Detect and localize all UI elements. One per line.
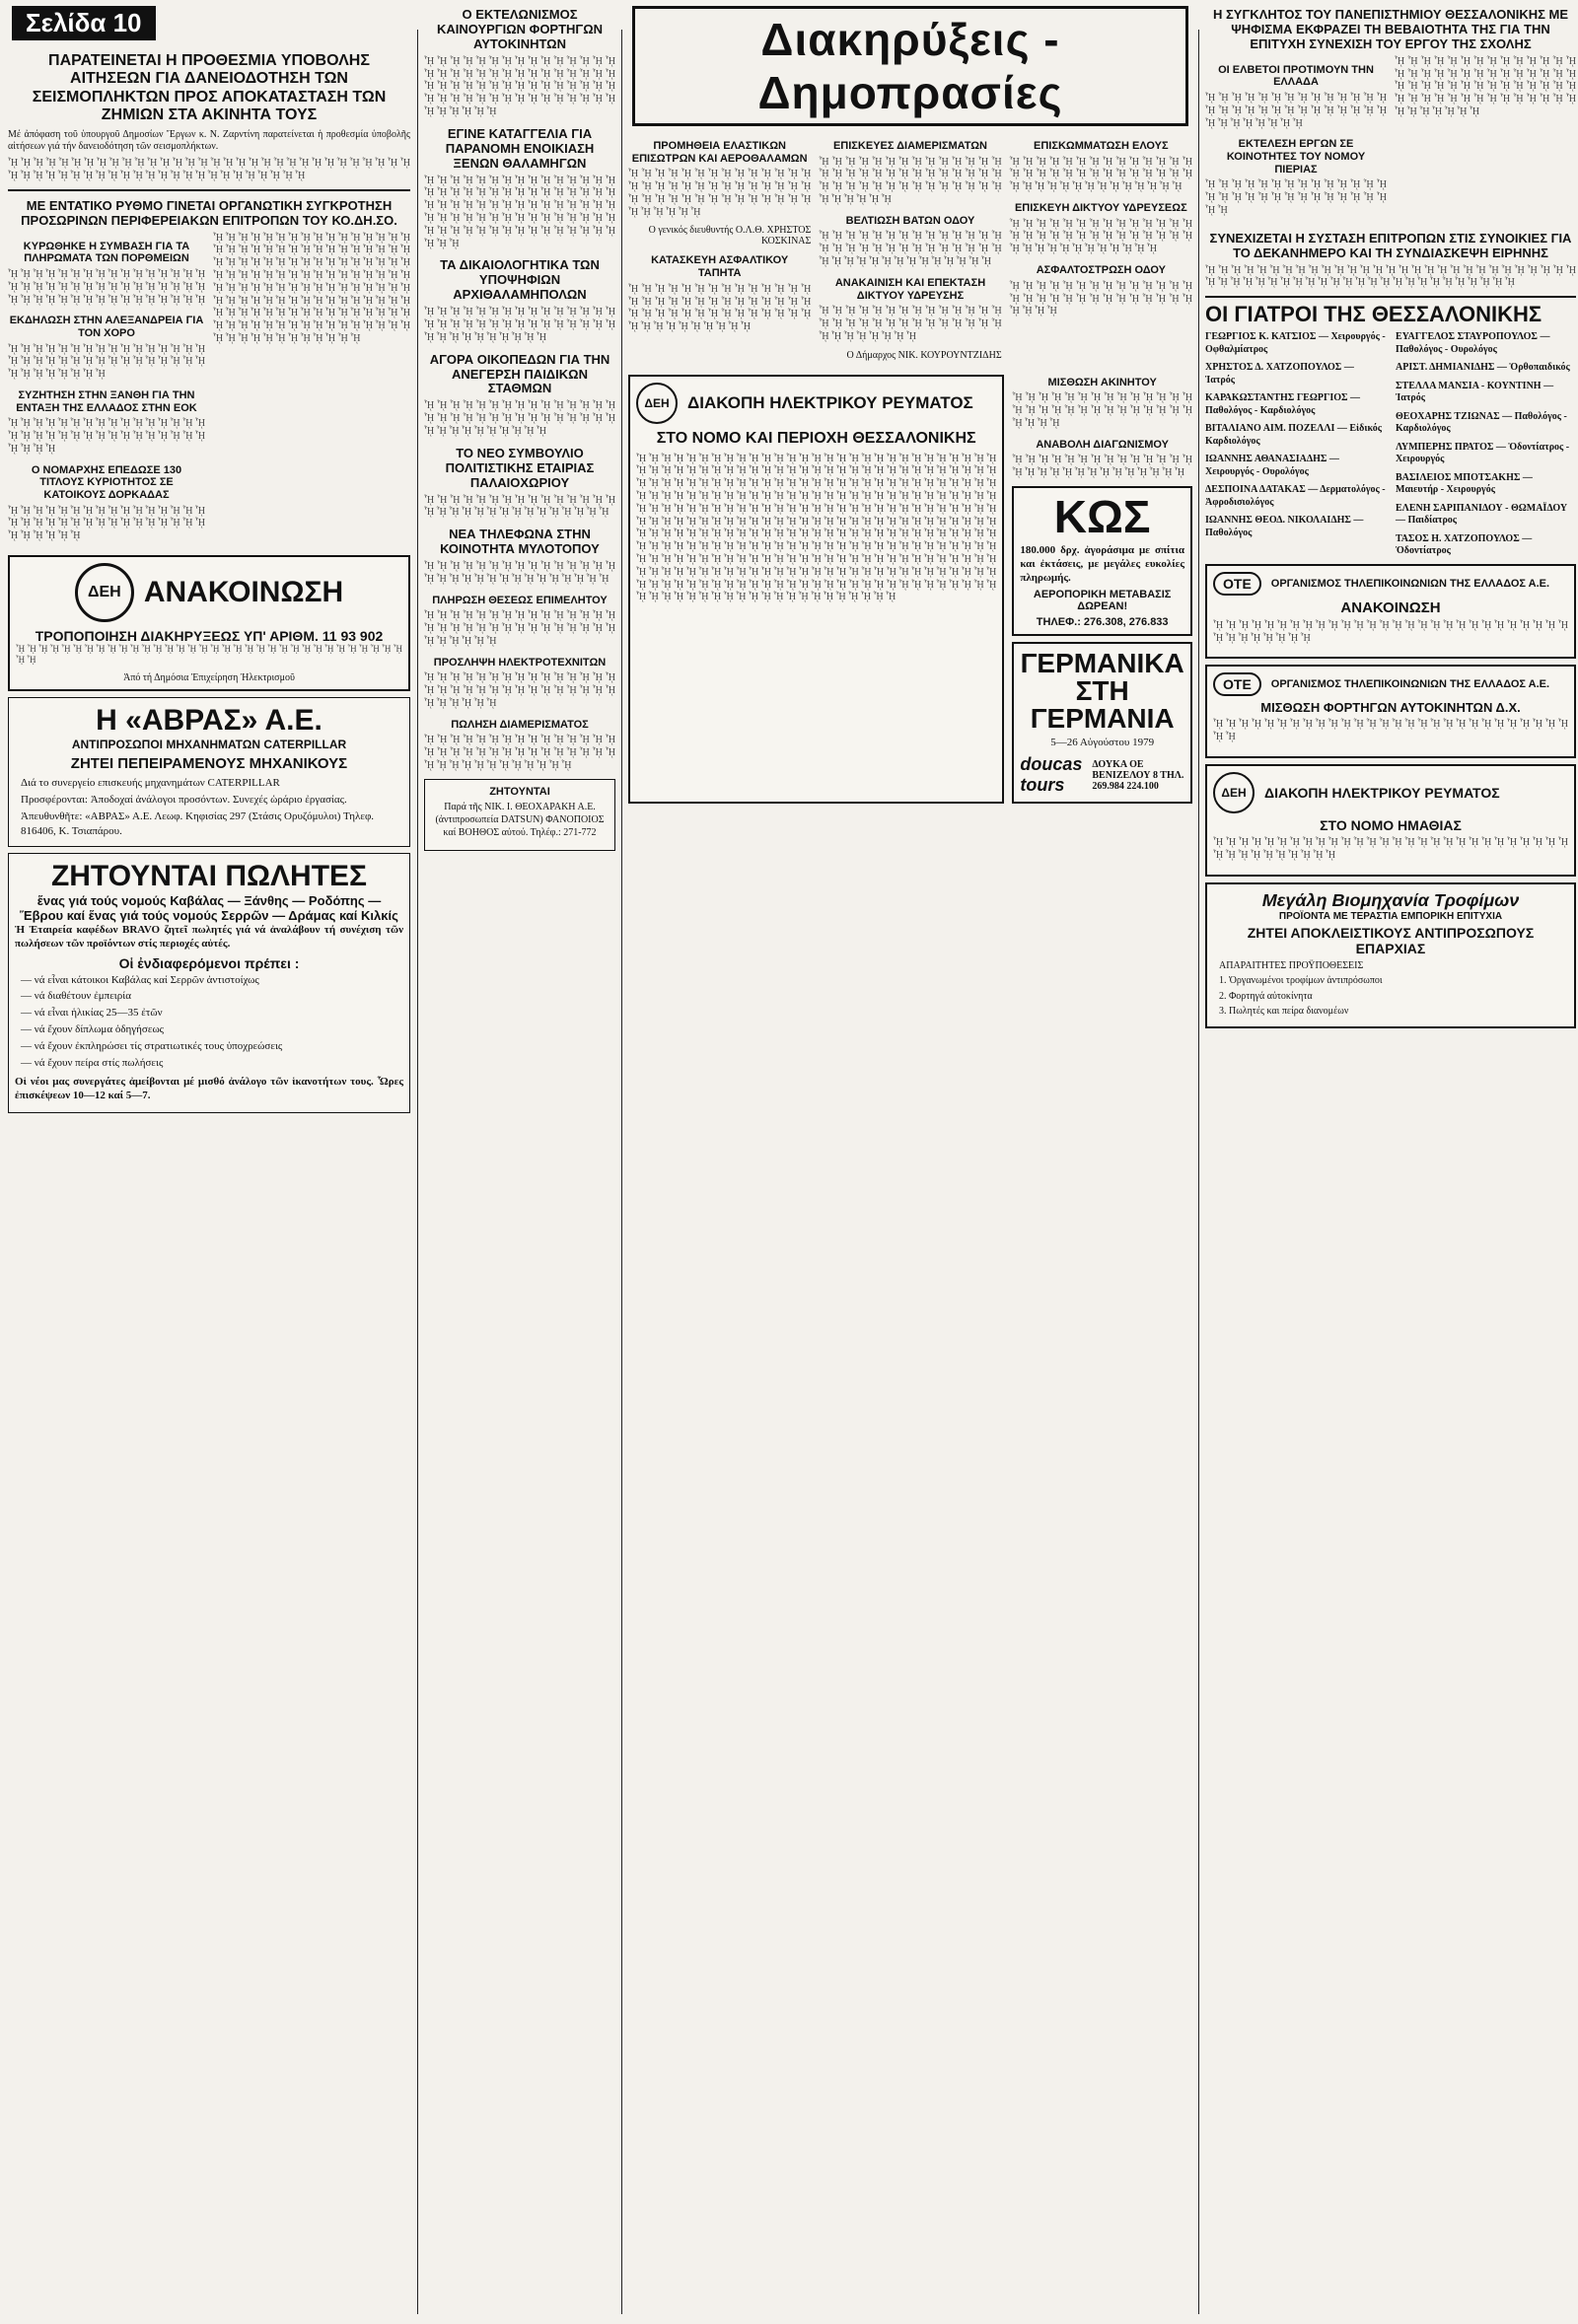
- deh-outage-header: [636, 383, 996, 424]
- subhead-xanthi: ΣΥΖΗΤΗΣΗ ΣΤΗΝ ΞΑΝΘΗ ΓΙΑ ΤΗΝ ΕΝΤΑΞΗ ΤΗΣ ΕΛΛΑΔΟΣ ΣΤΗΝ ΕΟΚ: [16, 388, 197, 414]
- food-ad-title: Μεγάλη Βιομηχανία Τροφίμων: [1261, 889, 1520, 910]
- deh-outage-notice: [628, 375, 1004, 805]
- wanted-ad-text: Παρά τῆς ΝΙΚ. Ι. ΘΕΟΧΑΡΑΚΗ Α.Ε. (ἀντιπροσωπεία DATSUN) ΦΑΝΟΠΟΙΟΣ καί ΒΟΗΘΟΣ αὐτού. Τηλέφ.: 271-772: [435, 802, 605, 838]
- notice-heading: ΕΠΙΣΚΩΜΜΑΤΩΣΗ ΕΛΟΥΣ: [1034, 140, 1169, 152]
- ote-logo-icon: ΟΤΕ: [1213, 572, 1261, 596]
- headline-trucks: Ο ΕΚΤΕΛΩΝΙΣΜΟΣ ΚΑΙΝΟΥΡΓΙΩΝ ΦΟΡΤΗΓΩΝ ΑΥΤΟΚΙΝΗΤΩΝ: [436, 7, 604, 51]
- avras-ad-title: Η «ΑΒΡΑΣ» Α.Ε.: [96, 703, 323, 737]
- article-text-block: ᾞ ᾞ ᾞ ᾞ ᾞ ᾞ ᾞ ᾞ ᾞ ᾞ ᾞ ᾞ ᾞ ᾞ ᾞ ᾞ ᾞ ᾞ ᾞ ᾞ ᾞ ᾞ ᾞ ᾞ ᾞ ᾞ ᾞ ᾞ ᾞ ᾞ ᾞ ᾞ ᾞ ᾞ ᾞ ᾞ ᾞ ᾞ ᾞ ᾞ: [424, 307, 615, 343]
- deh-ad-title: ΑΝΑΚΟΙΝΩΣΗ: [143, 575, 344, 608]
- germany-ad-contact: ΔΟΥΚΑ ΟΕ ΒΕΝΙΖΕΛΟΥ 8 ΤΗΛ. 269.984 224.100: [1092, 758, 1184, 792]
- ote-org-name: ΟΡΓΑΝΙΣΜΟΣ ΤΗΛΕΠΙΚΟΙΝΩΝΙΩΝ ΤΗΣ ΕΛΛΑΔΟΣ Α.Ε.: [1270, 577, 1550, 590]
- doctor-name: ΑΡΙΣΤ. ΔΗΜΙΑΝΙΔΗΣ — Ὀρθοπαιδικός: [1396, 362, 1570, 374]
- headline-pieria: ΕΚΤΕΛΕΣΗ ΕΡΓΩΝ ΣΕ ΚΟΙΝΟΤΗΤΕΣ ΤΟΥ ΝΟΜΟΥ ΠΙΕΡΙΑΣ: [1226, 138, 1366, 176]
- article-text-block: ᾞ ᾞ ᾞ ᾞ ᾞ ᾞ ᾞ ᾞ ᾞ ᾞ ᾞ ᾞ ᾞ ᾞ ᾞ ᾞ ᾞ ᾞ ᾞ ᾞ ᾞ ᾞ ᾞ ᾞ ᾞ ᾞ ᾞ ᾞ ᾞ ᾞ ᾞ ᾞ ᾞ ᾞ ᾞ ᾞ ᾞ ᾞ ᾞ ᾞ ᾞ ᾞ ᾞ ᾞ ᾞ ᾞ ᾞ ᾞ: [8, 268, 205, 306]
- notice-heading: ΠΡΟΜΗΘΕΙΑ ΕΛΑΣΤΙΚΩΝ ΕΠΙΣΩΤΡΩΝ ΚΑΙ ΑΕΡΟΘΑΛΑΜΩΝ: [631, 140, 808, 165]
- doctor-entry: [1205, 362, 1386, 387]
- deh-logo-icon: ΔΕΗ: [636, 383, 678, 424]
- food-ad-line: ΑΠΑΡΑΙΤΗΤΕΣ ΠΡΟΫΠΟΘΕΣΕΙΣ: [1219, 959, 1364, 971]
- deh-outage-title: ΔΙΑΚΟΠΗ ΗΛΕΚΤΡΙΚΟΥ ΡΕΥΜΑΤΟΣ: [687, 392, 973, 412]
- notice-heading: ΑΝΑΒΟΛΗ ΔΙΑΓΩΝΙΣΜΟΥ: [1036, 438, 1169, 451]
- article-text-block: ᾞ ᾞ ᾞ ᾞ ᾞ ᾞ ᾞ ᾞ ᾞ ᾞ ᾞ ᾞ ᾞ ᾞ ᾞ ᾞ ᾞ ᾞ ᾞ ᾞ ᾞ ᾞ ᾞ ᾞ ᾞ ᾞ ᾞ ᾞ ᾞ ᾞ ᾞ ᾞ ᾞ ᾞ ᾞ ᾞ: [424, 610, 615, 647]
- germany-ad-brand: doucas tours: [1020, 754, 1083, 796]
- salesmen-ad-requirement: — νά ἔχουν ἐκπληρώσει τίς στρατιωτικές τους ὑποχρεώσεις: [21, 1039, 283, 1052]
- article-text-block: ᾞ ᾞ ᾞ ᾞ ᾞ ᾞ ᾞ ᾞ ᾞ ᾞ ᾞ ᾞ ᾞ ᾞ ᾞ ᾞ ᾞ ᾞ ᾞ ᾞ ᾞ ᾞ ᾞ ᾞ ᾞ ᾞ ᾞ ᾞ ᾞ ᾞ ᾞ ᾞ ᾞ ᾞ ᾞ ᾞ ᾞ ᾞ: [8, 505, 205, 542]
- deh-ad-subtitle: ΤΡΟΠΟΠΟΙΗΣΗ ΔΙΑΚΗΡΥΞΕΩΣ ΥΠ' ΑΡΙΘΜ. 11 93 902: [35, 627, 384, 644]
- section-masthead: Διακηρύξεις - Δημοπρασίες: [632, 6, 1188, 126]
- salesmen-ad-requirement: — νά εἶναι ἡλικίας 25—35 ἐτῶν: [21, 1007, 163, 1020]
- notice-text: ᾞ ᾞ ᾞ ᾞ ᾞ ᾞ ᾞ ᾞ ᾞ ᾞ ᾞ ᾞ ᾞ ᾞ ᾞ ᾞ ᾞ ᾞ ᾞ ᾞ ᾞ ᾞ ᾞ ᾞ ᾞ ᾞ ᾞ ᾞ ᾞ ᾞ ᾞ ᾞ: [1009, 280, 1192, 317]
- salesmen-ad-req-heading: Οἱ ἐνδιαφερόμενοι πρέπει :: [118, 954, 300, 971]
- article-text-block: ᾞ ᾞ ᾞ ᾞ ᾞ ᾞ ᾞ ᾞ ᾞ ᾞ ᾞ ᾞ ᾞ ᾞ ᾞ ᾞ ᾞ ᾞ ᾞ ᾞ ᾞ ᾞ ᾞ ᾞ ᾞ ᾞ ᾞ ᾞ ᾞ ᾞ ᾞ ᾞ ᾞ ᾞ ᾞ ᾞ ᾞ ᾞ ᾞ ᾞ: [424, 400, 615, 437]
- doctor-name: ΔΕΣΠΟΙΝΑ ΔΑΤΑΚΑΣ — Δερματολόγος - Ἀφροδισιολόγος: [1205, 484, 1386, 508]
- doctor-entry: [1396, 442, 1576, 466]
- notice-heading: ΒΕΛΤΙΩΣΗ ΒΑΤΩΝ ΟΔΟΥ: [845, 214, 975, 227]
- notice-signature: Ο Δήμαρχος ΝΙΚ. ΚΟΥΡΟΥΝΤΖΙΔΗΣ: [846, 349, 1002, 361]
- food-ad-line: 1. Ὀργανωμένοι τροφίμων ἀντιπρόσωποι: [1219, 975, 1383, 987]
- ote-text: ᾞ ᾞ ᾞ ᾞ ᾞ ᾞ ᾞ ᾞ ᾞ ᾞ ᾞ ᾞ ᾞ ᾞ ᾞ ᾞ ᾞ ᾞ ᾞ ᾞ ᾞ ᾞ ᾞ ᾞ ᾞ ᾞ ᾞ ᾞ ᾞ ᾞ ᾞ ᾞ ᾞ ᾞ ᾞ ᾞ: [1213, 619, 1568, 644]
- deh-ad-signature: Ἀπό τή Δημόσια Ἐπιχείρηση Ἠλεκτρισμοῦ: [123, 671, 295, 683]
- headline-kodiso: ΜΕ ΕΝΤΑΤΙΚΟ ΡΥΘΜΟ ΓΙΝΕΤΑΙ ΟΡΓΑΝΩΤΙΚΗ ΣΥΓΚΡΟΤΗΣΗ ΠΡΟΣΩΡΙΝΩΝ ΠΕΡΙΦΕΡΕΙΑΚΩΝ ΕΠΙΤΡΟΠΩΝ ΤΟΥ ΚΟ.ΔΗ.ΣΟ.: [21, 197, 397, 228]
- headline-yachts: ΕΓΙΝΕ ΚΑΤΑΓΓΕΛΙΑ ΓΙΑ ΠΑΡΑΝΟΜΗ ΕΝΟΙΚΙΑΣΗ ΞΕΝΩΝ ΘΑΛΑΜΗΓΩΝ: [445, 125, 595, 171]
- doctor-entry: [1205, 515, 1386, 539]
- article-text-block: ᾞ ᾞ ᾞ ᾞ ᾞ ᾞ ᾞ ᾞ ᾞ ᾞ ᾞ ᾞ ᾞ ᾞ ᾞ ᾞ ᾞ ᾞ ᾞ ᾞ ᾞ ᾞ ᾞ ᾞ ᾞ ᾞ ᾞ ᾞ ᾞ ᾞ ᾞ ᾞ ᾞ ᾞ ᾞ ᾞ: [424, 672, 615, 709]
- doctor-name: ΕΥΑΓΓΕΛΟΣ ΣΤΑΥΡΟΠΟΥΛΟΣ — Παθολόγος - Ουρολόγος: [1396, 331, 1550, 355]
- salesmen-ad-requirement: — νά διαθέτουν ἐμπειρία: [21, 990, 131, 1003]
- article-text-block: ᾞ ᾞ ᾞ ᾞ ᾞ ᾞ ᾞ ᾞ ᾞ ᾞ ᾞ ᾞ ᾞ ᾞ ᾞ ᾞ ᾞ ᾞ ᾞ ᾞ ᾞ ᾞ ᾞ ᾞ ᾞ ᾞ ᾞ ᾞ ᾞ ᾞ: [1205, 179, 1387, 216]
- notice-heading: ΕΠΙΣΚΕΥΗ ΔΙΚΤΥΟΥ ΥΔΡΕΥΣΕΩΣ: [1014, 202, 1187, 215]
- subhead-alexandreia: ΕΚΔΗΛΩΣΗ ΣΤΗΝ ΑΛΕΞΑΝΔΡΕΙΑ ΓΙΑ ΤΟΝ ΧΟΡΟ: [9, 315, 204, 339]
- notice-heading: ΑΣΦΑΛΤΟΣΤΡΩΣΗ ΟΔΟΥ: [1036, 264, 1166, 277]
- notice-text: ᾞ ᾞ ᾞ ᾞ ᾞ ᾞ ᾞ ᾞ ᾞ ᾞ ᾞ ᾞ ᾞ ᾞ ᾞ ᾞ ᾞ ᾞ ᾞ ᾞ ᾞ ᾞ ᾞ ᾞ ᾞ ᾞ ᾞ ᾞ ᾞ ᾞ ᾞ ᾞ ᾞ ᾞ ᾞ ᾞ ᾞ ᾞ ᾞ ᾞ ᾞ ᾞ ᾞ ᾞ ᾞ ᾞ ᾞ ᾞ ᾞ ᾞ ᾞ ᾞ: [628, 283, 812, 333]
- wanted-ad-title: ΖΗΤΟΥΝΤΑΙ: [489, 785, 550, 798]
- ote-org-name: ΟΡΓΑΝΙΣΜΟΣ ΤΗΛΕΠΙΚΟΙΝΩΝΙΩΝ ΤΗΣ ΕΛΛΑΔΟΣ Α.Ε.: [1270, 678, 1550, 691]
- page-label: Σελίδα 10: [12, 6, 156, 40]
- right-subcol-b: [1395, 56, 1576, 224]
- doctor-entry: [1205, 423, 1386, 448]
- article-text-block: ᾞ ᾞ ᾞ ᾞ ᾞ ᾞ ᾞ ᾞ ᾞ ᾞ ᾞ ᾞ ᾞ ᾞ ᾞ ᾞ ᾞ ᾞ ᾞ ᾞ ᾞ ᾞ ᾞ ᾞ ᾞ ᾞ ᾞ ᾞ ᾞ ᾞ ᾞ ᾞ ᾞ ᾞ ᾞ ᾞ ᾞ ᾞ ᾞ ᾞ ᾞ ᾞ ᾞ ᾞ ᾞ ᾞ ᾞ ᾞ ᾞ ᾞ ᾞ ᾞ ᾞ ᾞ ᾞ ᾞ: [8, 158, 410, 181]
- notices-col-2: [819, 132, 1001, 369]
- kos-ad: [1012, 486, 1192, 636]
- column-rule: [621, 30, 622, 2314]
- headline-curator: ΠΛΗΡΩΣΗ ΘΕΣΕΩΣ ΕΠΙΜΕΛΗΤΟΥ: [432, 594, 608, 606]
- ote-rental-header: [1213, 672, 1568, 696]
- kos-ad-subtitle: ΑΕΡΟΠΟΡΙΚΗ ΜΕΤΑΒΑΣΙΣ ΔΩΡΕΑΝ!: [1033, 589, 1172, 613]
- salesmen-ad-footer: Οἱ νέοι μας συνεργάτες ἀμείβονται μέ μισθό ἀνάλογο τῶν ἱκανοτήτων τους. Ὧρες ἐπισκέψεων 10—12 καί 5—7.: [15, 1075, 403, 1101]
- divider: [8, 189, 410, 191]
- doctor-name: ΛΥΜΠΕΡΗΣ ΠΡΑΤΟΣ — Ὀδοντίατρος - Χειρουργός: [1396, 441, 1570, 465]
- headline-university: Η ΣΥΓΚΛΗΤΟΣ ΤΟΥ ΠΑΝΕΠΙΣΤΗΜΙΟΥ ΘΕΣΣΑΛΟΝΙΚΗΣ ΜΕ ΨΗΦΙΣΜΑ ΕΚΦΡΑΖΕΙ ΤΗ ΒΕΒΑΙΟΤΗΤΑ ΤΗΣ ΓΙΑ ΤΗΝ ΕΠΙΤΥΧΗ ΣΥΝΕΧΙΣΗ ΤΟΥ ΕΡΓΟΥ ΤΗΣ ΣΧΟΛΗΣ: [1212, 7, 1569, 51]
- article-text-block: ᾞ ᾞ ᾞ ᾞ ᾞ ᾞ ᾞ ᾞ ᾞ ᾞ ᾞ ᾞ ᾞ ᾞ ᾞ ᾞ ᾞ ᾞ ᾞ ᾞ ᾞ ᾞ ᾞ ᾞ ᾞ ᾞ ᾞ ᾞ ᾞ ᾞ ᾞ ᾞ ᾞ ᾞ ᾞ ᾞ ᾞ ᾞ ᾞ ᾞ: [8, 343, 205, 381]
- salesmen-ad-title: ΖΗΤΟΥΝΤΑΙ ΠΩΛΗΤΕΣ: [50, 860, 368, 893]
- article-text-block: ᾞ ᾞ ᾞ ᾞ ᾞ ᾞ ᾞ ᾞ ᾞ ᾞ ᾞ ᾞ ᾞ ᾞ ᾞ ᾞ ᾞ ᾞ ᾞ ᾞ ᾞ ᾞ ᾞ ᾞ ᾞ ᾞ ᾞ ᾞ ᾞ ᾞ ᾞ ᾞ ᾞ ᾞ ᾞ ᾞ ᾞ ᾞ ᾞ ᾞ ᾞ ᾞ ᾞ ᾞ ᾞ ᾞ ᾞ ᾞ ᾞ ᾞ ᾞ ᾞ ᾞ ᾞ ᾞ ᾞ ᾞ ᾞ ᾞ ᾞ ᾞ ᾞ ᾞ ᾞ ᾞ ᾞ ᾞ ᾞ ᾞ ᾞ ᾞ ᾞ ᾞ ᾞ ᾞ ᾞ ᾞ ᾞ ᾞ ᾞ ᾞ ᾞ ᾞ ᾞ ᾞ ᾞ ᾞ ᾞ ᾞ ᾞ ᾞ ᾞ ᾞ ᾞ ᾞ ᾞ ᾞ ᾞ ᾞ ᾞ ᾞ ᾞ ᾞ ᾞ ᾞ ᾞ ᾞ ᾞ ᾞ ᾞ ᾞ ᾞ ᾞ ᾞ ᾞ ᾞ ᾞ ᾞ ᾞ ᾞ ᾞ ᾞ ᾞ ᾞ ᾞ ᾞ ᾞ ᾞ ᾞ ᾞ ᾞ ᾞ ᾞ ᾞ ᾞ ᾞ ᾞ ᾞ ᾞ ᾞ: [213, 232, 410, 344]
- right-subcol-a: [1205, 56, 1387, 224]
- center-lower-right: [1012, 369, 1192, 810]
- doctor-entry: [1396, 533, 1576, 558]
- notice-heading: ΚΑΤΑΣΚΕΥΗ ΑΣΦΑΛΤΙΚΟΥ ΤΑΠΗΤΑ: [651, 254, 789, 280]
- salesmen-ad-requirement: — νά εἶναι κάτοικοι Καβάλας καί Σερρῶν ἀντιστοίχως: [21, 973, 259, 986]
- doctor-name: ΒΑΣΙΛΕΙΟΣ ΜΠΟΤΣΑΚΗΣ — Μαιευτήρ - Χειρουργός: [1396, 471, 1533, 496]
- doctor-name: ΙΩΑΝΝΗΣ ΑΘΑΝΑΣΙΑΔΗΣ — Χειρουργός - Ουρολόγος: [1205, 454, 1339, 477]
- right-two-col: [1205, 56, 1576, 224]
- doctor-entry: [1396, 503, 1576, 528]
- avras-ad-heading: ΖΗΤΕΙ ΠΕΠΕΙΡΑΜΕΝΟΥΣ ΜΗΧΑΝΙΚΟΥΣ: [70, 754, 348, 772]
- doctor-entry: [1205, 331, 1386, 356]
- notice-heading: ΑΝΑΚΑΙΝΙΣΗ ΚΑΙ ΕΠΕΚΤΑΣΗ ΔΙΚΤΥΟΥ ΥΔΡΕΥΣΗΣ: [834, 276, 986, 302]
- notice-text: ᾞ ᾞ ᾞ ᾞ ᾞ ᾞ ᾞ ᾞ ᾞ ᾞ ᾞ ᾞ ᾞ ᾞ ᾞ ᾞ ᾞ ᾞ ᾞ ᾞ ᾞ ᾞ ᾞ ᾞ ᾞ ᾞ ᾞ ᾞ ᾞ ᾞ ᾞ ᾞ ᾞ ᾞ ᾞ ᾞ ᾞ ᾞ ᾞ ᾞ: [1009, 218, 1192, 255]
- food-ad-line: 2. Φορτηγά αὐτοκίνητα: [1219, 990, 1313, 1002]
- doctor-name: ΧΡΗΣΤΟΣ Δ. ΧΑΤΖΟΠΟΥΛΟΣ — Ἰατρός: [1205, 362, 1354, 386]
- headline-supporting-docs: ΤΑ ΔΙΚΑΙΟΛΟΓΗΤΙΚΑ ΤΩΝ ΥΠΟΨΗΦΙΩΝ ΑΡΧΙΘΑΛΑΜΗΠΟΛΩΝ: [440, 257, 600, 303]
- second-column: [424, 0, 615, 2324]
- doctor-name: ΕΛΕΝΗ ΣΑΡΙΠΑΝΙΔΟΥ - ΘΩΜΑΪΔΟΥ — Παιδίατρος: [1396, 502, 1568, 527]
- subhead-dorkada: Ο ΝΟΜΑΡΧΗΣ ΕΠΕΔΩΣΕ 130 ΤΙΤΛΟΥΣ ΚΥΡΙΟΤΗΤΟΣ ΣΕ ΚΑΤΟΙΚΟΥΣ ΔΟΡΚΑΔΑΣ: [31, 463, 182, 501]
- food-industry-ad: [1205, 882, 1576, 1028]
- notice-text: ᾞ ᾞ ᾞ ᾞ ᾞ ᾞ ᾞ ᾞ ᾞ ᾞ ᾞ ᾞ ᾞ ᾞ ᾞ ᾞ ᾞ ᾞ ᾞ ᾞ ᾞ ᾞ ᾞ ᾞ ᾞ ᾞ ᾞ ᾞ: [1012, 455, 1192, 478]
- ote-announcement: [1205, 564, 1576, 660]
- ote-rental-notice: [1205, 665, 1576, 758]
- doctor-entry: [1205, 484, 1386, 509]
- doctor-entry: [1396, 331, 1576, 356]
- deh-ad-text: ᾞ ᾞ ᾞ ᾞ ᾞ ᾞ ᾞ ᾞ ᾞ ᾞ ᾞ ᾞ ᾞ ᾞ ᾞ ᾞ ᾞ ᾞ ᾞ ᾞ ᾞ ᾞ ᾞ ᾞ ᾞ ᾞ ᾞ ᾞ ᾞ ᾞ ᾞ ᾞ ᾞ ᾞ ᾞ ᾞ: [16, 643, 402, 666]
- notice-text: ᾞ ᾞ ᾞ ᾞ ᾞ ᾞ ᾞ ᾞ ᾞ ᾞ ᾞ ᾞ ᾞ ᾞ ᾞ ᾞ ᾞ ᾞ ᾞ ᾞ ᾞ ᾞ ᾞ ᾞ ᾞ ᾞ ᾞ ᾞ ᾞ ᾞ ᾞ ᾞ ᾞ ᾞ ᾞ ᾞ ᾞ ᾞ ᾞ ᾞ ᾞ ᾞ: [1009, 156, 1192, 193]
- article-text-block: ᾞ ᾞ ᾞ ᾞ ᾞ ᾞ ᾞ ᾞ ᾞ ᾞ ᾞ ᾞ ᾞ ᾞ ᾞ ᾞ ᾞ ᾞ ᾞ ᾞ ᾞ ᾞ ᾞ ᾞ ᾞ ᾞ ᾞ ᾞ ᾞ ᾞ ᾞ ᾞ ᾞ ᾞ ᾞ ᾞ ᾞ ᾞ ᾞ ᾞ ᾞ ᾞ ᾞ ᾞ ᾞ ᾞ ᾞ ᾞ ᾞ ᾞ ᾞ ᾞ ᾞ ᾞ ᾞ ᾞ ᾞ ᾞ ᾞ ᾞ ᾞ ᾞ ᾞ ᾞ ᾞ ᾞ ᾞ ᾞ ᾞ ᾞ ᾞ ᾞ ᾞ ᾞ ᾞ ᾞ ᾞ ᾞ: [424, 175, 615, 249]
- doctor-name: ΘΕΟΧΑΡΗΣ ΤΖΙΩΝΑΣ — Παθολόγος - Καρδιολόγος: [1396, 410, 1567, 435]
- doctor-entry: [1396, 381, 1576, 405]
- wanted-ad: [424, 779, 615, 851]
- deh-imathia-header: [1213, 772, 1568, 813]
- ote-header: [1213, 572, 1568, 596]
- notice-text: ᾞ ᾞ ᾞ ᾞ ᾞ ᾞ ᾞ ᾞ ᾞ ᾞ ᾞ ᾞ ᾞ ᾞ ᾞ ᾞ ᾞ ᾞ ᾞ ᾞ ᾞ ᾞ ᾞ ᾞ ᾞ ᾞ ᾞ ᾞ ᾞ ᾞ ᾞ ᾞ: [1012, 392, 1192, 429]
- ote-logo-icon: ΟΤΕ: [1213, 672, 1261, 696]
- germany-ad-dates: 5—26 Αὐγούστου 1979: [1050, 737, 1155, 749]
- avras-ad-subtitle: ΑΝΤΙΠΡΟΣΩΠΟΙ ΜΗΧΑΝΗΜΑΤΩΝ CATERPILLAR: [71, 737, 347, 751]
- doctor-name: ΒΙΤΑΛΙΑΝΟ ΑΙΜ. ΠΟΖΕΛΛΙ — Εἰδικός Καρδιολόγος: [1205, 423, 1382, 447]
- article-text-block: ᾞ ᾞ ᾞ ᾞ ᾞ ᾞ ᾞ ᾞ ᾞ ᾞ ᾞ ᾞ ᾞ ᾞ ᾞ ᾞ ᾞ ᾞ ᾞ ᾞ ᾞ ᾞ ᾞ ᾞ ᾞ ᾞ ᾞ ᾞ ᾞ ᾞ ᾞ ᾞ ᾞ ᾞ ᾞ ᾞ: [8, 418, 205, 455]
- avras-ad-line: Ἀπευθυνθῆτε: «ΑΒΡΑΣ» Α.Ε. Λεωφ. Κηφισίας 297 (Στάσις Ορυζόμυλοι) Τηλεφ. 816406, Κ. Τσιαπάρου.: [21, 810, 375, 837]
- center-lower: [628, 369, 1192, 810]
- deh-imathia-notice: [1205, 764, 1576, 877]
- ote-rental-text: ᾞ ᾞ ᾞ ᾞ ᾞ ᾞ ᾞ ᾞ ᾞ ᾞ ᾞ ᾞ ᾞ ᾞ ᾞ ᾞ ᾞ ᾞ ᾞ ᾞ ᾞ ᾞ ᾞ ᾞ ᾞ ᾞ ᾞ ᾞ ᾞ ᾞ: [1213, 719, 1568, 743]
- headline-committees: ΣΥΝΕΧΙΖΕΤΑΙ Η ΣΥΣΤΑΣΗ ΕΠΙΤΡΟΠΩΝ ΣΤΙΣ ΣΥΝΟΙΚΙΕΣ ΓΙΑ ΤΟ ΔΕΚΑΝΗΜΕΡΟ ΚΑΙ ΤΗ ΣΥΝΔΙΑΣΚΕΨΗ ΕΙΡΗΝΗΣ: [1209, 230, 1572, 260]
- doctor-name: ΚΑΡΑΚΩΣΤΑΝΤΗΣ ΓΕΩΡΓΙΟΣ — Παθολόγος - Καρδιολόγος: [1205, 392, 1361, 416]
- doctors-list: [1205, 331, 1576, 558]
- food-ad-subtitle: ΠΡΟΪΟΝΤΑ ΜΕ ΤΕΡΑΣΤΙΑ ΕΜΠΟΡΙΚΗ ΕΠΙΤΥΧΙΑ: [1278, 910, 1503, 922]
- salesmen-ad-intro: Ἡ Ἑταιρεία καφέδων BRAVO ζητεῖ πωλητές γιά νά ἀναλάβουν τή συνέχιση τῶν πωλήσεων τῶν προϊόντων στίς περιοχές αὐτές.: [15, 924, 403, 951]
- ote-announce-title: ΑΝΑΚΟΙΝΩΣΗ: [1340, 599, 1441, 616]
- notice-signature: Ο γενικός διευθυντής Ο.Λ.Θ. ΧΡΗΣΤΟΣ ΚΟΣΚΙΝΑΣ: [648, 225, 812, 247]
- deh-outage-subtitle: ΣΤΟ ΝΟΜΟ ΚΑΙ ΠΕΡΙΟΧΗ ΘΕΣΣΑΛΟΝΙΚΗΣ: [656, 429, 976, 447]
- article-text-block: ᾞ ᾞ ᾞ ᾞ ᾞ ᾞ ᾞ ᾞ ᾞ ᾞ ᾞ ᾞ ᾞ ᾞ ᾞ ᾞ ᾞ ᾞ ᾞ ᾞ ᾞ ᾞ ᾞ ᾞ ᾞ ᾞ ᾞ ᾞ ᾞ ᾞ: [424, 494, 615, 519]
- center-column: [628, 0, 1192, 2324]
- notice-text: ᾞ ᾞ ᾞ ᾞ ᾞ ᾞ ᾞ ᾞ ᾞ ᾞ ᾞ ᾞ ᾞ ᾞ ᾞ ᾞ ᾞ ᾞ ᾞ ᾞ ᾞ ᾞ ᾞ ᾞ ᾞ ᾞ ᾞ ᾞ ᾞ ᾞ ᾞ ᾞ ᾞ ᾞ ᾞ ᾞ ᾞ ᾞ ᾞ ᾞ ᾞ ᾞ ᾞ ᾞ ᾞ ᾞ ᾞ ᾞ: [819, 156, 1002, 206]
- notices-col-3: [1010, 132, 1192, 369]
- headline-earthquake-loans: ΠΑΡΑΤΕΙΝΕΤΑΙ Η ΠΡΟΘΕΣΜΙΑ ΥΠΟΒΟΛΗΣ ΑΙΤΗΣΕΩΝ ΓΙΑ ΔΑΝΕΙΟΔΟΤΗΣΗ ΤΩΝ ΣΕΙΣΜΟΠΛΗΚΤΩΝ ΠΡΟΣ ΑΠΟΚΑΤΑΣΤΑΣΗ ΤΩΝ ΖΗΜΙΩΝ ΣΤΑ ΑΚΙΝΗΤΑ ΤΟΥΣ: [32, 52, 387, 124]
- article-text-block: ᾞ ᾞ ᾞ ᾞ ᾞ ᾞ ᾞ ᾞ ᾞ ᾞ ᾞ ᾞ ᾞ ᾞ ᾞ ᾞ ᾞ ᾞ ᾞ ᾞ ᾞ ᾞ ᾞ ᾞ ᾞ ᾞ ᾞ ᾞ ᾞ ᾞ ᾞ ᾞ ᾞ ᾞ ᾞ ᾞ ᾞ ᾞ ᾞ ᾞ ᾞ ᾞ ᾞ ᾞ ᾞ ᾞ ᾞ ᾞ ᾞ ᾞ ᾞ ᾞ ᾞ ᾞ ᾞ ᾞ ᾞ ᾞ ᾞ ᾞ ᾞ ᾞ ᾞ: [1395, 55, 1576, 117]
- doctor-name: ΤΑΣΟΣ Η. ΧΑΤΖΟΠΟΥΛΟΣ — Ὀδοντίατρος: [1396, 532, 1533, 557]
- kos-ad-text: 180.000 δρχ. ἀγοράσιμα με σπίτια και ἐκτάσεις, με μεγάλες ευκολίες πληρωμής.: [1020, 543, 1184, 584]
- avras-ad-line: Διά το συνεργείο επισκευής μηχανημάτων CATERPILLAR: [21, 776, 280, 789]
- germany-ad-footer: [1020, 754, 1184, 796]
- salesmen-ad: [8, 853, 410, 1112]
- article-text-block: ᾞ ᾞ ᾞ ᾞ ᾞ ᾞ ᾞ ᾞ ᾞ ᾞ ᾞ ᾞ ᾞ ᾞ ᾞ ᾞ ᾞ ᾞ ᾞ ᾞ ᾞ ᾞ ᾞ ᾞ ᾞ ᾞ ᾞ ᾞ ᾞ ᾞ ᾞ ᾞ ᾞ ᾞ ᾞ ᾞ ᾞ ᾞ ᾞ ᾞ ᾞ ᾞ ᾞ ᾞ ᾞ ᾞ ᾞ ᾞ ᾞ ᾞ ᾞ ᾞ ᾞ ᾞ ᾞ ᾞ ᾞ ᾞ ᾞ ᾞ ᾞ ᾞ ᾞ ᾞ ᾞ ᾞ: [424, 55, 615, 117]
- doctor-entry: [1396, 472, 1576, 497]
- kos-ad-phone: ΤΗΛΕΦ.: 276.308, 276.833: [1036, 616, 1169, 629]
- headline-phones: ΝΕΑ ΤΗΛΕΦΩΝΑ ΣΤΗΝ ΚΟΙΝΟΤΗΤΑ ΜΥΛΟΤΟΠΟΥ: [440, 527, 600, 557]
- doctor-entry: [1205, 392, 1386, 417]
- food-ad-heading: ΖΗΤΕΙ ΑΠΟΚΛΕΙΣΤΙΚΟΥΣ ΑΝΤΙΠΡΟΣΩΠΟΥΣ ΕΠΑΡΧΙΑΣ: [1247, 924, 1535, 956]
- doctor-name: ΣΤΕΛΛΑ ΜΑΝΣΙΑ - ΚΟΥΝΤΙΝΗ — Ἰατρός: [1396, 380, 1554, 404]
- salesmen-ad-requirement: — νά ἔχουν πείρα στίς πωλήσεις: [21, 1056, 164, 1069]
- avras-ad-line: Προσφέρονται: Ἀποδοχαί ἀνάλογοι προσόντων. Συνεχές ὡράριο ἐργασίας.: [21, 793, 347, 806]
- doctor-name: ΓΕΩΡΓΙΟΣ Κ. ΚΑΤΣΙΟΣ — Χειρουργός - Οφθαλμίατρος: [1205, 331, 1386, 355]
- salesmen-ad-subtitle: ἕνας γιά τούς νομούς Καβάλας — Ξάνθης — Ροδόπης — Ἕβρου καί ἕνας γιά τούς νομούς Σερρῶν — Δράμας καί Κιλκίς: [20, 893, 398, 924]
- notice-heading: ΕΠΙΣΚΕΥΕΣ ΔΙΑΜΕΡΙΣΜΑΤΩΝ: [832, 140, 987, 152]
- article-text: Μέ ἀπόφαση τοῦ ὑπουργοῦ Δημοσίων Ἔργων κ. Ν. Ζαρντίνη παρατείνεται ἡ προθεσμία ὑποβολῆς αἰτήσεων γιά τήν δανειοδότηση τῶν σεισμοπλήκτων.: [8, 128, 410, 153]
- subcolumn-a: [8, 233, 205, 549]
- germany-ad-title: ΓΕΡΜΑΝΙΚΑ ΣΤΗ ΓΕΡΜΑΝΙΑ: [1020, 648, 1184, 735]
- notice-text: ᾞ ᾞ ᾞ ᾞ ᾞ ᾞ ᾞ ᾞ ᾞ ᾞ ᾞ ᾞ ᾞ ᾞ ᾞ ᾞ ᾞ ᾞ ᾞ ᾞ ᾞ ᾞ ᾞ ᾞ ᾞ ᾞ ᾞ ᾞ ᾞ ᾞ ᾞ ᾞ ᾞ ᾞ ᾞ ᾞ: [819, 306, 1002, 342]
- headline-apartment-sale: ΠΩΛΗΣΗ ΔΙΑΜΕΡΙΣΜΑΤΟΣ: [451, 718, 589, 731]
- two-column-articles: [8, 233, 410, 549]
- subcolumn-b: [213, 233, 410, 549]
- kos-ad-title: ΚΩΣ: [1053, 490, 1151, 542]
- right-column: [1205, 0, 1576, 2324]
- left-column: [8, 0, 410, 2324]
- article-text-block: ᾞ ᾞ ᾞ ᾞ ᾞ ᾞ ᾞ ᾞ ᾞ ᾞ ᾞ ᾞ ᾞ ᾞ ᾞ ᾞ ᾞ ᾞ ᾞ ᾞ ᾞ ᾞ ᾞ ᾞ ᾞ ᾞ ᾞ ᾞ ᾞ ᾞ ᾞ ᾞ ᾞ ᾞ ᾞ ᾞ ᾞ ᾞ ᾞ ᾞ ᾞ ᾞ: [424, 735, 615, 771]
- article-text-block: ᾞ ᾞ ᾞ ᾞ ᾞ ᾞ ᾞ ᾞ ᾞ ᾞ ᾞ ᾞ ᾞ ᾞ ᾞ ᾞ ᾞ ᾞ ᾞ ᾞ ᾞ ᾞ ᾞ ᾞ ᾞ ᾞ ᾞ ᾞ ᾞ ᾞ ᾞ ᾞ ᾞ ᾞ ᾞ ᾞ: [1205, 93, 1387, 129]
- avras-ad: [8, 697, 410, 847]
- food-ad-line: 3. Πωλητές και πείρα διανομέων: [1219, 1006, 1349, 1018]
- headline-nurseries: ΑΓΟΡΑ ΟΙΚΟΠΕΔΩΝ ΓΙΑ ΤΗΝ ΑΝΕΓΕΡΣΗ ΠΑΙΔΙΚΩΝ ΣΤΑΘΜΩΝ: [429, 351, 610, 396]
- article-text-block: ᾞ ᾞ ᾞ ᾞ ᾞ ᾞ ᾞ ᾞ ᾞ ᾞ ᾞ ᾞ ᾞ ᾞ ᾞ ᾞ ᾞ ᾞ ᾞ ᾞ ᾞ ᾞ ᾞ ᾞ ᾞ ᾞ ᾞ ᾞ ᾞ ᾞ: [424, 561, 615, 585]
- notice-text: ᾞ ᾞ ᾞ ᾞ ᾞ ᾞ ᾞ ᾞ ᾞ ᾞ ᾞ ᾞ ᾞ ᾞ ᾞ ᾞ ᾞ ᾞ ᾞ ᾞ ᾞ ᾞ ᾞ ᾞ ᾞ ᾞ ᾞ ᾞ ᾞ ᾞ ᾞ ᾞ ᾞ ᾞ ᾞ ᾞ ᾞ ᾞ ᾞ ᾞ ᾞ ᾞ ᾞ ᾞ ᾞ ᾞ ᾞ ᾞ: [628, 169, 812, 218]
- deh-logo-icon: ΔΕΗ: [1213, 772, 1255, 813]
- doctor-name: ΙΩΑΝΝΗΣ ΘΕΟΔ. ΝΙΚΟΛΑΙΔΗΣ — Παθολόγος: [1205, 515, 1364, 538]
- salesmen-ad-requirement: — νά ἔχουν δίπλωμα ὁδηγήσεως: [21, 1023, 165, 1036]
- deh-ad-header: [16, 563, 402, 622]
- deh-imathia-title: ΔΙΑΚΟΠΗ ΗΛΕΚΤΡΙΚΟΥ ΡΕΥΜΑΤΟΣ: [1264, 784, 1500, 801]
- headline-cultural-society: ΤΟ ΝΕΟ ΣΥΜΒΟΥΛΙΟ ΠΟΛΙΤΙΣΤΙΚΗΣ ΕΤΑΙΡΙΑΣ ΠΑΛΑΙΟΧΩΡΙΟΥ: [445, 445, 595, 490]
- doctor-entry: [1396, 411, 1576, 436]
- notices-grid: [628, 132, 1192, 369]
- divider: [1205, 296, 1576, 298]
- subhead-ferries: ΚΥΡΩΘΗΚΕ Η ΣΥΜΒΑΣΗ ΓΙΑ ΤΑ ΠΛΗΡΩΜΑΤΑ ΤΩΝ ΠΟΡΘΜΕΙΩΝ: [23, 240, 190, 265]
- germany-ad: [1012, 642, 1192, 804]
- notice-heading: ΜΙΣΘΩΣΗ ΑΚΙΝΗΤΟΥ: [1047, 376, 1157, 388]
- notices-col-1: [628, 132, 811, 369]
- article-text-block: ᾞ ᾞ ᾞ ᾞ ᾞ ᾞ ᾞ ᾞ ᾞ ᾞ ᾞ ᾞ ᾞ ᾞ ᾞ ᾞ ᾞ ᾞ ᾞ ᾞ ᾞ ᾞ ᾞ ᾞ ᾞ ᾞ ᾞ ᾞ ᾞ ᾞ ᾞ ᾞ ᾞ ᾞ ᾞ ᾞ ᾞ ᾞ ᾞ ᾞ ᾞ ᾞ ᾞ ᾞ ᾞ ᾞ ᾞ ᾞ ᾞ ᾞ ᾞ ᾞ ᾞ ᾞ: [1205, 264, 1576, 289]
- doctor-entry: [1205, 454, 1386, 478]
- deh-imathia-text: ᾞ ᾞ ᾞ ᾞ ᾞ ᾞ ᾞ ᾞ ᾞ ᾞ ᾞ ᾞ ᾞ ᾞ ᾞ ᾞ ᾞ ᾞ ᾞ ᾞ ᾞ ᾞ ᾞ ᾞ ᾞ ᾞ ᾞ ᾞ ᾞ ᾞ ᾞ ᾞ ᾞ ᾞ ᾞ ᾞ ᾞ ᾞ: [1213, 836, 1568, 861]
- ote-rental-title: ΜΙΣΘΩΣΗ ΦΟΡΤΗΓΩΝ ΑΥΤΟΚΙΝΗΤΩΝ Δ.Χ.: [1260, 700, 1521, 716]
- column-rule: [1198, 30, 1199, 2314]
- column-rule: [417, 30, 418, 2314]
- doctor-entry: [1396, 362, 1576, 375]
- deh-imathia-subtitle: ΣΤΟ ΝΟΜΟ ΗΜΑΘΙΑΣ: [1320, 816, 1462, 833]
- deh-announcement-ad: [8, 555, 410, 691]
- doctors-title: ΟΙ ΓΙΑΤΡΟΙ ΤΗΣ ΘΕΣΣΑΛΟΝΙΚΗΣ: [1205, 302, 1542, 327]
- deh-outage-text: ᾞ ᾞ ᾞ ᾞ ᾞ ᾞ ᾞ ᾞ ᾞ ᾞ ᾞ ᾞ ᾞ ᾞ ᾞ ᾞ ᾞ ᾞ ᾞ ᾞ ᾞ ᾞ ᾞ ᾞ ᾞ ᾞ ᾞ ᾞ ᾞ ᾞ ᾞ ᾞ ᾞ ᾞ ᾞ ᾞ ᾞ ᾞ ᾞ ᾞ ᾞ ᾞ ᾞ ᾞ ᾞ ᾞ ᾞ ᾞ ᾞ ᾞ ᾞ ᾞ ᾞ ᾞ ᾞ ᾞ ᾞ ᾞ ᾞ ᾞ ᾞ ᾞ ᾞ ᾞ ᾞ ᾞ ᾞ ᾞ ᾞ ᾞ ᾞ ᾞ ᾞ ᾞ ᾞ ᾞ ᾞ ᾞ ᾞ ᾞ ᾞ ᾞ ᾞ ᾞ ᾞ ᾞ ᾞ ᾞ ᾞ ᾞ ᾞ ᾞ ᾞ ᾞ ᾞ ᾞ ᾞ ᾞ ᾞ ᾞ ᾞ ᾞ ᾞ ᾞ ᾞ ᾞ ᾞ ᾞ ᾞ ᾞ ᾞ ᾞ ᾞ ᾞ ᾞ ᾞ ᾞ ᾞ ᾞ ᾞ ᾞ ᾞ ᾞ ᾞ ᾞ ᾞ ᾞ ᾞ ᾞ ᾞ ᾞ ᾞ ᾞ ᾞ ᾞ ᾞ ᾞ ᾞ ᾞ ᾞ ᾞ ᾞ ᾞ ᾞ ᾞ ᾞ ᾞ ᾞ ᾞ ᾞ ᾞ ᾞ ᾞ ᾞ ᾞ ᾞ ᾞ ᾞ ᾞ ᾞ ᾞ ᾞ ᾞ ᾞ ᾞ ᾞ ᾞ ᾞ ᾞ ᾞ ᾞ ᾞ ᾞ ᾞ ᾞ ᾞ ᾞ ᾞ ᾞ ᾞ ᾞ ᾞ ᾞ ᾞ ᾞ ᾞ ᾞ ᾞ ᾞ ᾞ ᾞ ᾞ ᾞ ᾞ ᾞ ᾞ ᾞ ᾞ ᾞ ᾞ ᾞ ᾞ ᾞ ᾞ ᾞ ᾞ ᾞ ᾞ ᾞ ᾞ ᾞ ᾞ ᾞ ᾞ ᾞ ᾞ ᾞ ᾞ ᾞ ᾞ ᾞ ᾞ ᾞ ᾞ ᾞ ᾞ ᾞ ᾞ ᾞ ᾞ ᾞ ᾞ ᾞ ᾞ ᾞ ᾞ ᾞ ᾞ ᾞ ᾞ ᾞ ᾞ ᾞ ᾞ ᾞ ᾞ ᾞ ᾞ ᾞ ᾞ ᾞ ᾞ ᾞ ᾞ ᾞ ᾞ ᾞ ᾞ ᾞ ᾞ ᾞ ᾞ ᾞ ᾞ ᾞ ᾞ ᾞ ᾞ ᾞ ᾞ ᾞ ᾞ ᾞ ᾞ ᾞ ᾞ ᾞ ᾞ ᾞ ᾞ ᾞ ᾞ ᾞ ᾞ ᾞ ᾞ ᾞ ᾞ ᾞ ᾞ ᾞ ᾞ ᾞ ᾞ ᾞ ᾞ ᾞ ᾞ ᾞ ᾞ ᾞ ᾞ ᾞ ᾞ ᾞ ᾞ ᾞ ᾞ ᾞ ᾞ ᾞ ᾞ ᾞ ᾞ ᾞ ᾞ ᾞ ᾞ ᾞ ᾞ ᾞ ᾞ ᾞ ᾞ ᾞ ᾞ ᾞ ᾞ ᾞ ᾞ ᾞ ᾞ ᾞ ᾞ ᾞ ᾞ ᾞ ᾞ ᾞ ᾞ: [636, 453, 997, 603]
- notice-text: ᾞ ᾞ ᾞ ᾞ ᾞ ᾞ ᾞ ᾞ ᾞ ᾞ ᾞ ᾞ ᾞ ᾞ ᾞ ᾞ ᾞ ᾞ ᾞ ᾞ ᾞ ᾞ ᾞ ᾞ ᾞ ᾞ ᾞ ᾞ ᾞ ᾞ ᾞ ᾞ ᾞ ᾞ ᾞ ᾞ ᾞ ᾞ ᾞ ᾞ ᾞ ᾞ: [819, 231, 1002, 268]
- deh-logo-icon: ΔΕΗ: [75, 563, 134, 622]
- headline-electricians: ΠΡΟΣΛΗΨΗ ΗΛΕΚΤΡΟΤΕΧΝΙΤΩΝ: [433, 656, 607, 669]
- headline-swiss: ΟΙ ΕΛΒΕΤΟΙ ΠΡΟΤΙΜΟΥΝ ΤΗΝ ΕΛΛΑΔΑ: [1218, 63, 1374, 89]
